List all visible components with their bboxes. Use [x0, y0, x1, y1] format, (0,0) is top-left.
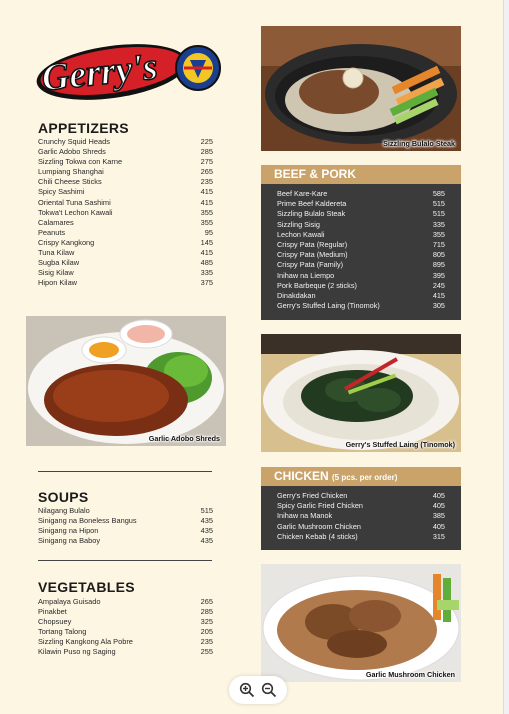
divider — [38, 471, 212, 472]
sizzling-bulalo-steak-photo — [261, 26, 461, 151]
list-item: Tortang Talong 205 — [38, 627, 213, 637]
list-item: Oriental Tuna Sashimi 415 — [38, 197, 213, 207]
list-item: Ampalaya Guisado 265 — [38, 597, 213, 606]
chicken-title-text: CHICKEN — [274, 469, 329, 483]
list-item: Pinakbet 285 — [38, 607, 213, 617]
list-item: Sizzling Sisig 335 — [277, 219, 445, 229]
list-item: Sizzling Kangkong Ala Pobre 235 — [38, 637, 213, 647]
photo-caption: Gerry's Stuffed Laing (Tinomok) — [345, 440, 455, 449]
list-item: Spicy Sashimi 415 — [38, 187, 213, 197]
list-item: Crispy Pata (Medium) 805 — [277, 250, 445, 260]
list-item: Sizzling Tokwa con Karne 275 — [38, 157, 213, 167]
stuffed-laing-photo — [261, 334, 461, 452]
list-item: Garlic Mushroom Chicken 405 — [277, 521, 445, 531]
list-item: Lechon Kawali 355 — [277, 229, 445, 239]
list-item: Kilawin Puso ng Saging 255 — [38, 647, 213, 657]
photo-caption: Sizzling Bulalo Steak — [383, 139, 455, 148]
vegetables-list — [38, 597, 213, 658]
photo-caption: Garlic Mushroom Chicken — [365, 670, 455, 679]
zoom-in-icon[interactable] — [239, 682, 255, 698]
list-item: Crispy Kangkong 145 — [38, 237, 213, 247]
list-item: Gerry's Fried Chicken 405 — [277, 491, 445, 500]
chicken-panel — [261, 467, 461, 550]
list-item: Crispy Pata (Family) 895 — [277, 260, 445, 270]
list-item: Spicy Garlic Fried Chicken 405 — [277, 501, 445, 511]
zoom-controls — [229, 676, 287, 704]
list-item: Gerry's Stuffed Laing (Tinomok) 305 — [277, 301, 445, 311]
garlic-adobo-shreds-photo — [26, 316, 226, 446]
beef-pork-list — [261, 184, 461, 311]
list-item: Crispy Pata (Regular) 715 — [277, 239, 445, 249]
chicken-title — [261, 467, 461, 486]
list-item: Chicken Kebab (4 sticks) 315 — [277, 531, 445, 541]
list-item: Peanuts 95 — [38, 227, 213, 237]
list-item: Crunchy Squid Heads 225 — [38, 137, 213, 146]
photo-caption: Garlic Adobo Shreds — [148, 434, 220, 443]
list-item: Lumpiang Shanghai 265 — [38, 167, 213, 177]
svg-text:Gerry's: Gerry's — [39, 45, 160, 100]
zoom-out-icon[interactable] — [261, 682, 277, 698]
list-item: Sinigang na Baboy 435 — [38, 536, 213, 546]
divider — [38, 560, 212, 561]
list-item: Nilagang Bulalo 515 — [38, 506, 213, 515]
page-edge — [503, 0, 509, 714]
list-item: Sizzling Bulalo Steak 515 — [277, 209, 445, 219]
garlic-mushroom-chicken-photo — [261, 564, 461, 682]
appetizers-list — [38, 137, 213, 288]
list-item: Sinigang na Hipon 435 — [38, 526, 213, 536]
soups-title: SOUPS — [38, 489, 89, 505]
list-item: Chopsuey 325 — [38, 617, 213, 627]
list-item: Inihaw na Manok 385 — [277, 511, 445, 521]
list-item: Beef Kare-Kare 585 — [277, 189, 445, 198]
beef-pork-title: BEEF & PORK — [261, 165, 461, 184]
list-item: Pork Barbeque (2 sticks) 245 — [277, 280, 445, 290]
list-item: Garlic Adobo Shreds 285 — [38, 147, 213, 157]
list-item: Inihaw na Liempo 395 — [277, 270, 445, 280]
vegetables-title: VEGETABLES — [38, 579, 135, 595]
list-item: Prime Beef Kaldereta 515 — [277, 199, 445, 209]
list-item: Chili Cheese Sticks 235 — [38, 177, 213, 187]
chicken-list — [261, 486, 461, 542]
list-item: Sinigang na Boneless Bangus 435 — [38, 516, 213, 526]
gerrys-logo — [34, 36, 224, 106]
list-item: Dinakdakan 415 — [277, 290, 445, 300]
list-item: Sugba Kilaw 485 — [38, 258, 213, 268]
beef-pork-panel — [261, 165, 461, 320]
list-item: Hipon Kilaw 375 — [38, 278, 213, 288]
chicken-subtitle: (5 pcs. per order) — [332, 473, 398, 482]
list-item: Tokwa't Lechon Kawali 355 — [38, 207, 213, 217]
list-item: Calamares 355 — [38, 217, 213, 227]
soups-list — [38, 506, 213, 546]
list-item: Sisig Kilaw 335 — [38, 268, 213, 278]
list-item: Tuna Kilaw 415 — [38, 248, 213, 258]
appetizers-title: APPETIZERS — [38, 120, 129, 136]
